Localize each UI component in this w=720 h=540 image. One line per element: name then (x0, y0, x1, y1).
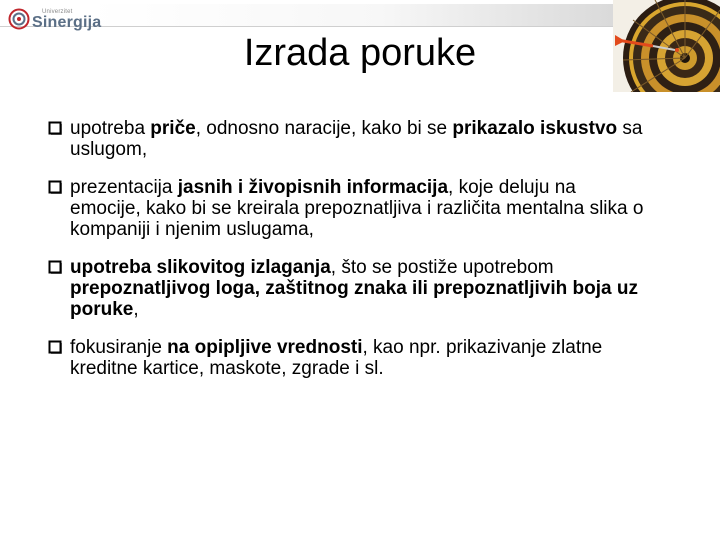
bullet-emphasis: prikazalo iskustvo (452, 118, 618, 139)
bullet-emphasis: prepoznatljivog loga, zaštitnog znaka ili prepoznatljivih boja uz poruke (70, 278, 638, 320)
bullet-item (46, 257, 646, 320)
bullet-item (46, 337, 646, 379)
header-gradient-bar (90, 4, 620, 26)
logo-main-text: Sinergija (32, 14, 102, 31)
dartboard-image (613, 0, 720, 92)
bullet-item (46, 177, 646, 240)
bullet-emphasis: upotreba slikovitog izlaganja (70, 257, 331, 278)
bullet-text: , odnosno naracije, kako bi se (195, 118, 453, 139)
bullet-emphasis: jasnih i živopisnih informacija (177, 177, 449, 198)
bullet-text: , koje deluju na emocije, kako bi se kreirala prepoznatljiva i različita mentalna slika o kompaniji i njenim uslugama, (70, 177, 644, 240)
bullet-emphasis: priče (150, 118, 196, 139)
university-logo (8, 6, 102, 32)
checkbox-bullet-icon (48, 260, 62, 274)
checkbox-bullet-icon (48, 121, 62, 135)
bullet-text: , (133, 299, 139, 320)
bullet-item (46, 118, 646, 160)
bullet-text: fokusiranje (70, 337, 168, 358)
checkbox-bullet-icon (48, 180, 62, 194)
bullet-emphasis: na opipljive vrednosti (167, 337, 363, 358)
bullet-text: sa uslugom, (70, 118, 643, 160)
bullet-text: , što se postiže upotrebom (330, 257, 554, 278)
bullet-text: upotreba (70, 118, 151, 139)
bullet-text: , kao npr. prikazivanje zlatne kreditne kartice, maskote, zgrade i sl. (70, 337, 603, 379)
university-emblem-icon (8, 8, 30, 30)
checkbox-bullet-icon (48, 340, 62, 354)
bullet-list (46, 118, 646, 396)
bullet-text: prezentacija (70, 177, 178, 198)
logo-small-text: Univerzitet (42, 9, 73, 15)
slide-title: Izrada poruke (243, 32, 477, 74)
